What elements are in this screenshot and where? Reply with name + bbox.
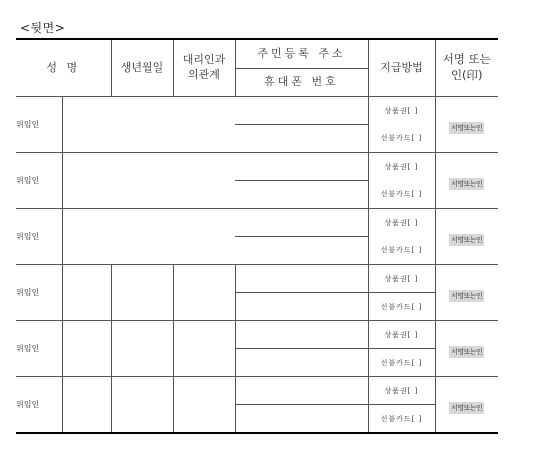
address-field[interactable] bbox=[235, 321, 368, 349]
table-row bbox=[16, 265, 498, 293]
table-row bbox=[16, 153, 498, 181]
payment-card-option[interactable]: 선불카드[ ] bbox=[368, 125, 435, 153]
signature-placeholder: 서명또는인 bbox=[451, 404, 483, 412]
delegator-label: 위임인 bbox=[16, 321, 62, 377]
payment-gift-option[interactable]: 상품권[ ] bbox=[368, 321, 435, 349]
table-row bbox=[16, 209, 498, 237]
payment-card-option[interactable]: 선불카드[ ] bbox=[368, 349, 435, 377]
delegator-label: 위임인 bbox=[16, 209, 62, 265]
address-field[interactable] bbox=[235, 265, 368, 293]
payment-gift-option[interactable]: 상품권[ ] bbox=[368, 153, 435, 181]
signature-field[interactable] bbox=[435, 321, 498, 377]
phone-field[interactable] bbox=[235, 293, 368, 321]
payment-card-option[interactable]: 선불카드[ ] bbox=[368, 181, 435, 209]
delegator-label: 위임인 bbox=[16, 97, 62, 153]
header-address: 주민등록 주소 bbox=[235, 39, 368, 69]
payment-card-option[interactable]: 선불카드[ ] bbox=[368, 293, 435, 321]
header-relation: 대리인과 의관계 bbox=[173, 39, 235, 97]
header-phone: 휴대폰 번호 bbox=[235, 69, 368, 97]
payment-gift-option[interactable]: 상품권[ ] bbox=[368, 209, 435, 237]
address-phone-field[interactable] bbox=[235, 153, 368, 209]
signature-placeholder: 서명또는인 bbox=[451, 124, 483, 132]
birth-date-field[interactable] bbox=[111, 265, 173, 321]
header-signature: 서명 또는 인(印) bbox=[435, 39, 498, 97]
delegation-form-table bbox=[16, 38, 498, 434]
phone-field[interactable] bbox=[235, 349, 368, 377]
payment-gift-option[interactable]: 상품권[ ] bbox=[368, 377, 435, 405]
page-side-label: <뒷면> bbox=[20, 21, 66, 35]
signature-field[interactable] bbox=[435, 97, 498, 153]
phone-field[interactable] bbox=[235, 405, 368, 434]
name-birth-relation-field[interactable] bbox=[62, 153, 235, 209]
name-field[interactable] bbox=[62, 321, 111, 377]
signature-placeholder: 서명또는인 bbox=[451, 180, 483, 188]
signature-field[interactable] bbox=[435, 377, 498, 434]
delegator-label: 위임인 bbox=[16, 265, 62, 321]
signature-placeholder: 서명또는인 bbox=[451, 348, 483, 356]
payment-card-option[interactable]: 선불카드[ ] bbox=[368, 237, 435, 265]
relation-field[interactable] bbox=[173, 377, 235, 434]
delegator-label: 위임인 bbox=[16, 377, 62, 434]
table-row bbox=[16, 97, 498, 125]
signature-field[interactable] bbox=[435, 265, 498, 321]
name-birth-relation-field[interactable] bbox=[62, 209, 235, 265]
signature-field[interactable] bbox=[435, 209, 498, 265]
header-name: 성 명 bbox=[16, 39, 111, 97]
address-field[interactable] bbox=[235, 377, 368, 405]
header-payment-method: 지급방법 bbox=[368, 39, 435, 97]
payment-gift-option[interactable]: 상품권[ ] bbox=[368, 97, 435, 125]
signature-placeholder: 서명또는인 bbox=[451, 292, 483, 300]
signature-placeholder: 서명또는인 bbox=[451, 236, 483, 244]
table-row bbox=[16, 377, 498, 405]
table-row bbox=[16, 321, 498, 349]
name-field[interactable] bbox=[62, 377, 111, 434]
payment-gift-option[interactable]: 상품권[ ] bbox=[368, 265, 435, 293]
relation-field[interactable] bbox=[173, 321, 235, 377]
name-field[interactable] bbox=[62, 265, 111, 321]
delegator-label: 위임인 bbox=[16, 153, 62, 209]
address-phone-field[interactable] bbox=[235, 209, 368, 265]
header-birth-date: 생년월일 bbox=[111, 39, 173, 97]
payment-card-option[interactable]: 선불카드[ ] bbox=[368, 405, 435, 434]
relation-field[interactable] bbox=[173, 265, 235, 321]
birth-date-field[interactable] bbox=[111, 321, 173, 377]
address-phone-field[interactable] bbox=[235, 97, 368, 153]
signature-field[interactable] bbox=[435, 153, 498, 209]
name-birth-relation-field[interactable] bbox=[62, 97, 235, 153]
birth-date-field[interactable] bbox=[111, 377, 173, 434]
